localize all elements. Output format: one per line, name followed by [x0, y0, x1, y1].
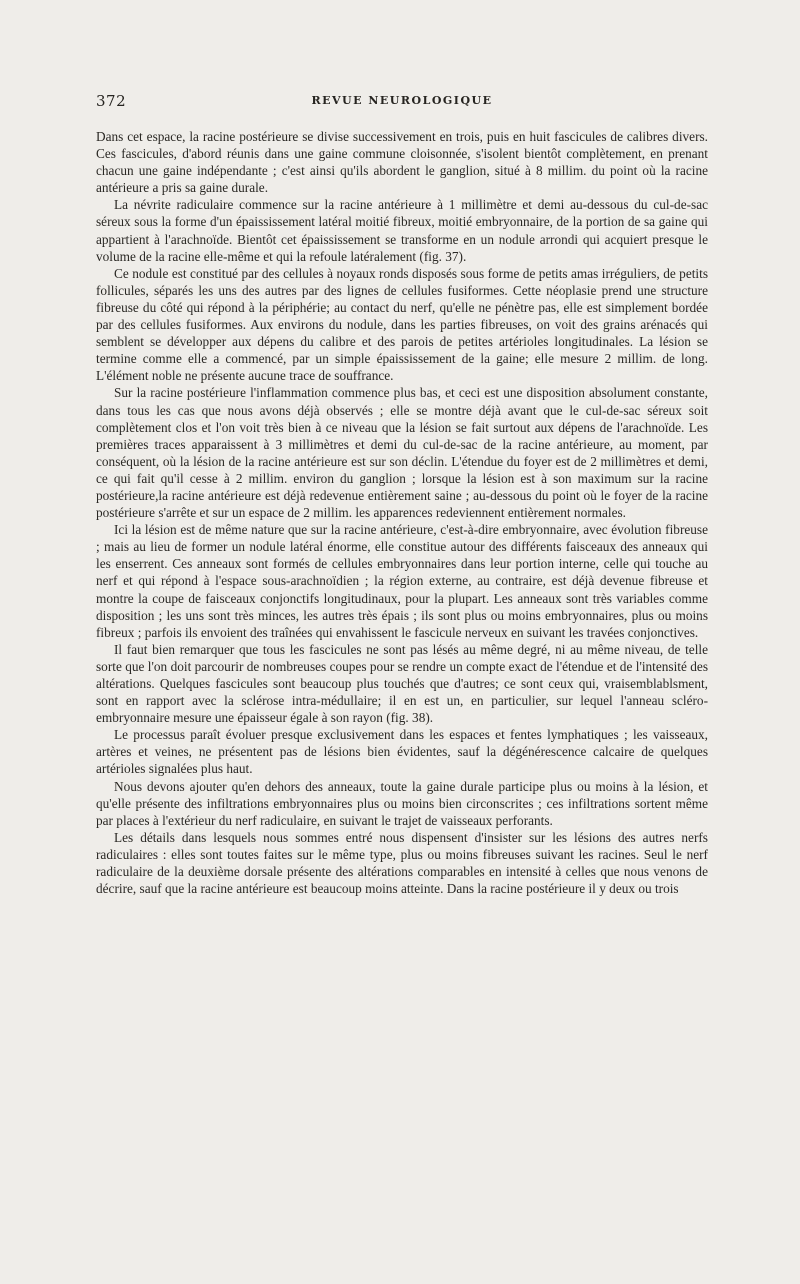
- body-text: [96, 128, 708, 897]
- paragraph: Le processus paraît évoluer presque exclusivement dans les espaces et fentes lymphatiques ; les vaisseaux, artères et veines, ne présentent pas de lésions bien évidentes, sauf la dégénérescence calcaire de quelques artérioles signalées plus haut.: [96, 727, 708, 777]
- paragraph: Ici la lésion est de même nature que sur la racine antérieure, c'est-à-dire embryonnaire, avec évolution fibreuse ; mais au lieu de former un nodule latéral énorme, elle constitue autour des différents faisceaux des anneaux qui les enserrent. Ces anneaux sont formés de cellules embryonnaires dans leur portion interne, celle qui touche au nerf et qui répond à l'espace sous-arachnoïdien ; la région externe, au contraire, est déjà devenue fibreuse et montre la coupe de faisceaux conjonctifs longitudinaux, pour la plupart. Les anneaux sont très variables comme disposition ; les uns sont très minces, les autres très épais ; ils sont plus ou moins embryonnaires, plus ou moins fibreux ; parfois ils envoient des traînées qui envahissent le fascicule nerveux en suivant les travées conjonctives.: [96, 522, 708, 640]
- page-number: 372: [96, 92, 127, 110]
- paragraph: La névrite radiculaire commence sur la racine antérieure à 1 millimètre et demi au-dessous du cul-de-sac séreux sous la forme d'un épaississement latéral moitié fibreux, moitié embryonnaire, de la portion de sa gaine qui appartient à l'arachnoïde. Bientôt cet épaississement se transforme en un nodule arrondi qui acquiert presque le volume de la racine elle-même et qui la refoule latéralement (fig. 37).: [96, 197, 708, 264]
- journal-title: REVUE NEUROLOGIQUE: [311, 94, 493, 107]
- paragraph: Sur la racine postérieure l'inflammation commence plus bas, et ceci est une disposition absolument constante, dans tous les cas que nous avons déjà observés ; elle se montre déjà avant que le cul-de-sac séreux soit complètement clos et l'on voit très bien à ce niveau que la lésion se fait surtout aux dépens de l'arachnoïde. Les premières traces apparaissent à 3 millimètres et demi du cul-de-sac de la racine antérieure, au moment, par conséquent, où la lésion de la racine antérieure est sur son déclin. L'étendue du foyer est de 2 millimètres et demi, ce qui fait qu'il cesse à 2 millim. environ du ganglion ; lorsque la lésion est à son maximum sur la racine postérieure,la racine antérieure est déjà redevenue entièrement saine ; au-dessous du point où le foyer de la racine postérieure s'arrête et sur un espace de 2 millim. les apparences redeviennent entièrement normales.: [96, 385, 708, 521]
- paragraph: Ce nodule est constitué par des cellules à noyaux ronds disposés sous forme de petits amas irréguliers, de petits follicules, séparés les uns des autres par des lignes de cellules fusiformes. Cette néoplasie prend une structure fibreuse du côté qui répond à la périphérie; au contact du nerf, qu'elle ne pénètre pas, elle est simplement bordée par des cellules fusiformes. Aux environs du nodule, dans les parties fibreuses, on voit des grains arénacés qui semblent se développer aux dépens du calibre et des parois de petites artérioles longitudinales. La lésion se termine comme elle a commencé, par un simple épaississement de la gaine; elle mesure 2 millim. de long. L'élément noble ne présente aucune trace de souffrance.: [96, 265, 708, 384]
- running-head: [96, 92, 708, 112]
- paragraph: Nous devons ajouter qu'en dehors des anneaux, toute la gaine durale participe plus ou moins à la lésion, et qu'elle présente des infiltrations embryonnaires plus ou moins bien circonscrites ; ces infiltrations sortent même par places à l'extérieur du nerf radiculaire, en suivant le trajet de vaisseaux perforants.: [96, 778, 708, 828]
- paragraph: Dans cet espace, la racine postérieure se divise successivement en trois, puis en huit fascicules de calibres divers. Ces fascicules, d'abord réunis dans une gaine commune cloisonnée, s'isolent bientôt complètement, en prenant chacun une gaine indépendante ; c'est ainsi qu'ils abordent le ganglion, situé à 8 millim. du point où la racine antérieure a pris sa gaine durale.: [96, 129, 708, 196]
- paragraph: Les détails dans lesquels nous sommes entré nous dispensent d'insister sur les lésions des autres nerfs radiculaires : elles sont toutes faites sur le même type, plus ou moins fibreuses suivant les racines. Seul le nerf radiculaire de la deuxième dorsale présente des altérations comparables en intensité à celles que nous venons de décrire, sauf que la racine antérieure est beaucoup moins atteinte. Dans la racine postérieure il y deux ou trois: [96, 829, 708, 897]
- paragraph: Il faut bien remarquer que tous les fascicules ne sont pas lésés au même degré, ni au même niveau, de telle sorte que l'on doit parcourir de nombreuses coupes pour se rendre un compte exact de l'étendue et de l'intensité des altérations. Quelques fascicules sont beaucoup plus touchés que d'autres; ce sont ceux qui, vraisemblablsment, sont en rapport avec la sclérose intra-médullaire; il en est un, en particulier, sur lequel l'anneau scléro-embryonnaire mesure une épaisseur égale à son rayon (fig. 38).: [96, 641, 708, 726]
